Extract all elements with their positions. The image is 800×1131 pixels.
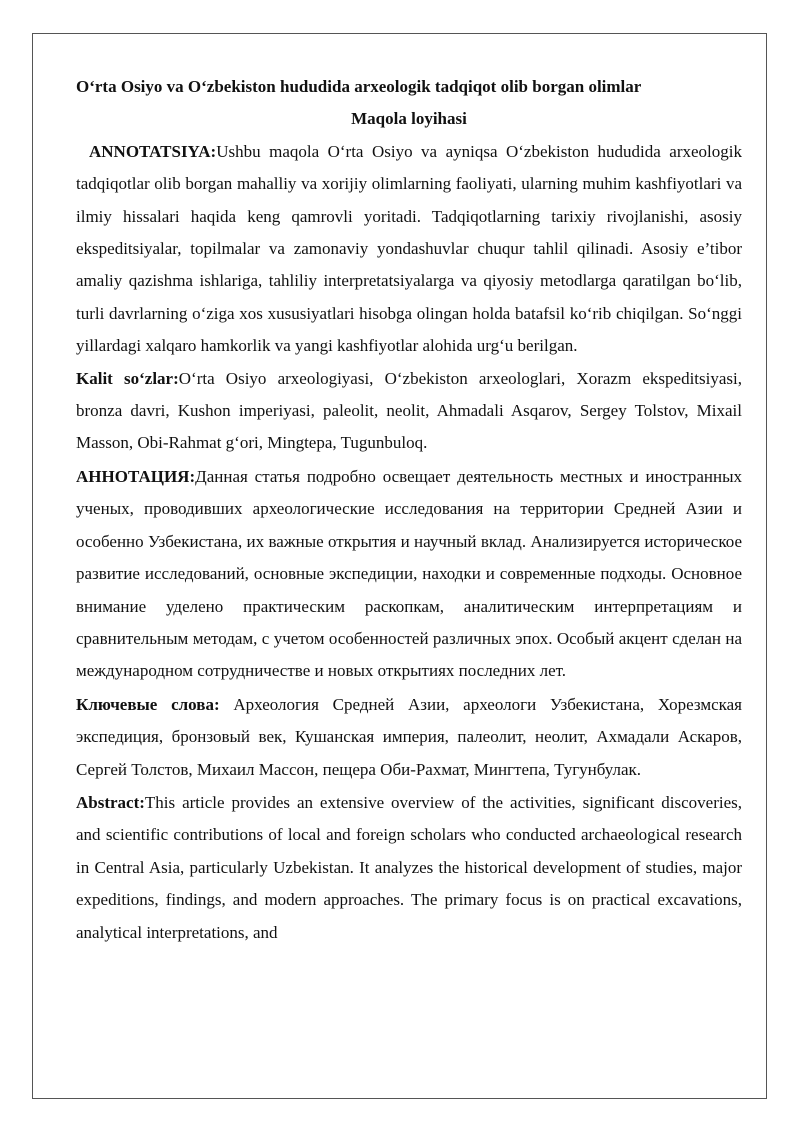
annotation-uz-text: Ushbu maqola O‘rta Osiyo va ayniqsa O‘zbekiston hududida arxeologik tadqiqotlar olib borgan mahalliy va xorijiy olimlarning faoliyati, ularning muhim kashfiyotlari va ilmiy hissalari haqida keng qamrovli yoritadi. Tadqiqotlarning tarixiy rivojlanishi, asosiy ekspeditsiyalar, topilmalar va zamonaviy yondashuvlar chuqur tahlil qilinadi. Asosiy e’tibor amaliy qazishma ishlariga, tahliliy interpretatsiyalarga va qiyosiy metodlarga qaratilgan bo‘lib, turli davrlarning o‘ziga xos xususiyatlari hisobga olingan holda batafsil ko‘rib chiqilgan. So‘nggi yillardagi xalqaro hamkorlik va yangi kashfiyotlar alohida urg‘u berilgan. — [76, 141, 742, 356]
keywords-ru-text: Археология Средней Азии, археологи Узбекистана, Хорезмская экспедиция, бронзовый век, Кушанская империя, палеолит, неолит, Ахмадали Аскаров, Сергей Толстов, Михаил Массон, пещера Оби-Рахмат, Мингтепа, Тугунбулак. — [76, 694, 743, 779]
annotation-uz — [76, 136, 742, 363]
annotation-ru-text: Данная статья подробно освещает деятельность местных и иностранных ученых, проводивших археологические исследования на территории Средней Азии и особенно Узбекистана, их важные открытия и научный вклад. Анализируется историческое развитие исследований, основные экспедиции, находки и современные подходы. Основное внимание уделено практическим раскопкам, аналитическим интерпретациям и сравнительным методам, с учетом особенностей различных эпох. Особый акцент сделан на международном сотрудничестве и новых открытиях последних лет. — [76, 466, 742, 681]
annotation-uz-label: ANNOTATSIYA: — [89, 141, 217, 161]
document-body — [76, 71, 742, 949]
keywords-uz-label: Kalit so‘zlar: — [76, 368, 179, 388]
keywords-ru — [76, 689, 742, 786]
keywords-ru-label: Ключевые слова: — [76, 694, 220, 714]
abstract-en-text: This article provides an extensive overview of the activities, significant discoveries, and scientific contributions of local and foreign scholars who conducted archaeological research in Central Asia, particularly Uzbekistan. It analyzes the historical development of studies, major expeditions, findings, and modern approaches. The primary focus is on practical excavations, analytical interpretations, and — [76, 792, 742, 942]
keywords-uz-text: O‘rta Osiyo arxeologiyasi, O‘zbekiston arxeologlari, Xorazm ekspeditsiyasi, bronza davri, Kushon imperiyasi, paleolit, neolit, Ahmadali Asqarov, Sergey Tolstov, Mixail Masson, Obi-Rahmat g‘ori, Mingtepa, Tugunbuloq. — [76, 368, 742, 453]
abstract-en — [76, 787, 742, 949]
keywords-uz — [76, 363, 742, 460]
annotation-ru-label: АННОТАЦИЯ: — [76, 466, 196, 486]
document-subtitle: Maqola loyihasi — [351, 109, 467, 129]
annotation-ru — [76, 461, 742, 688]
abstract-en-label: Abstract: — [76, 792, 145, 812]
document-title: O‘rta Osiyo va O‘zbekiston hududida arxeologik tadqiqot olib borgan olimlar — [76, 77, 642, 96]
